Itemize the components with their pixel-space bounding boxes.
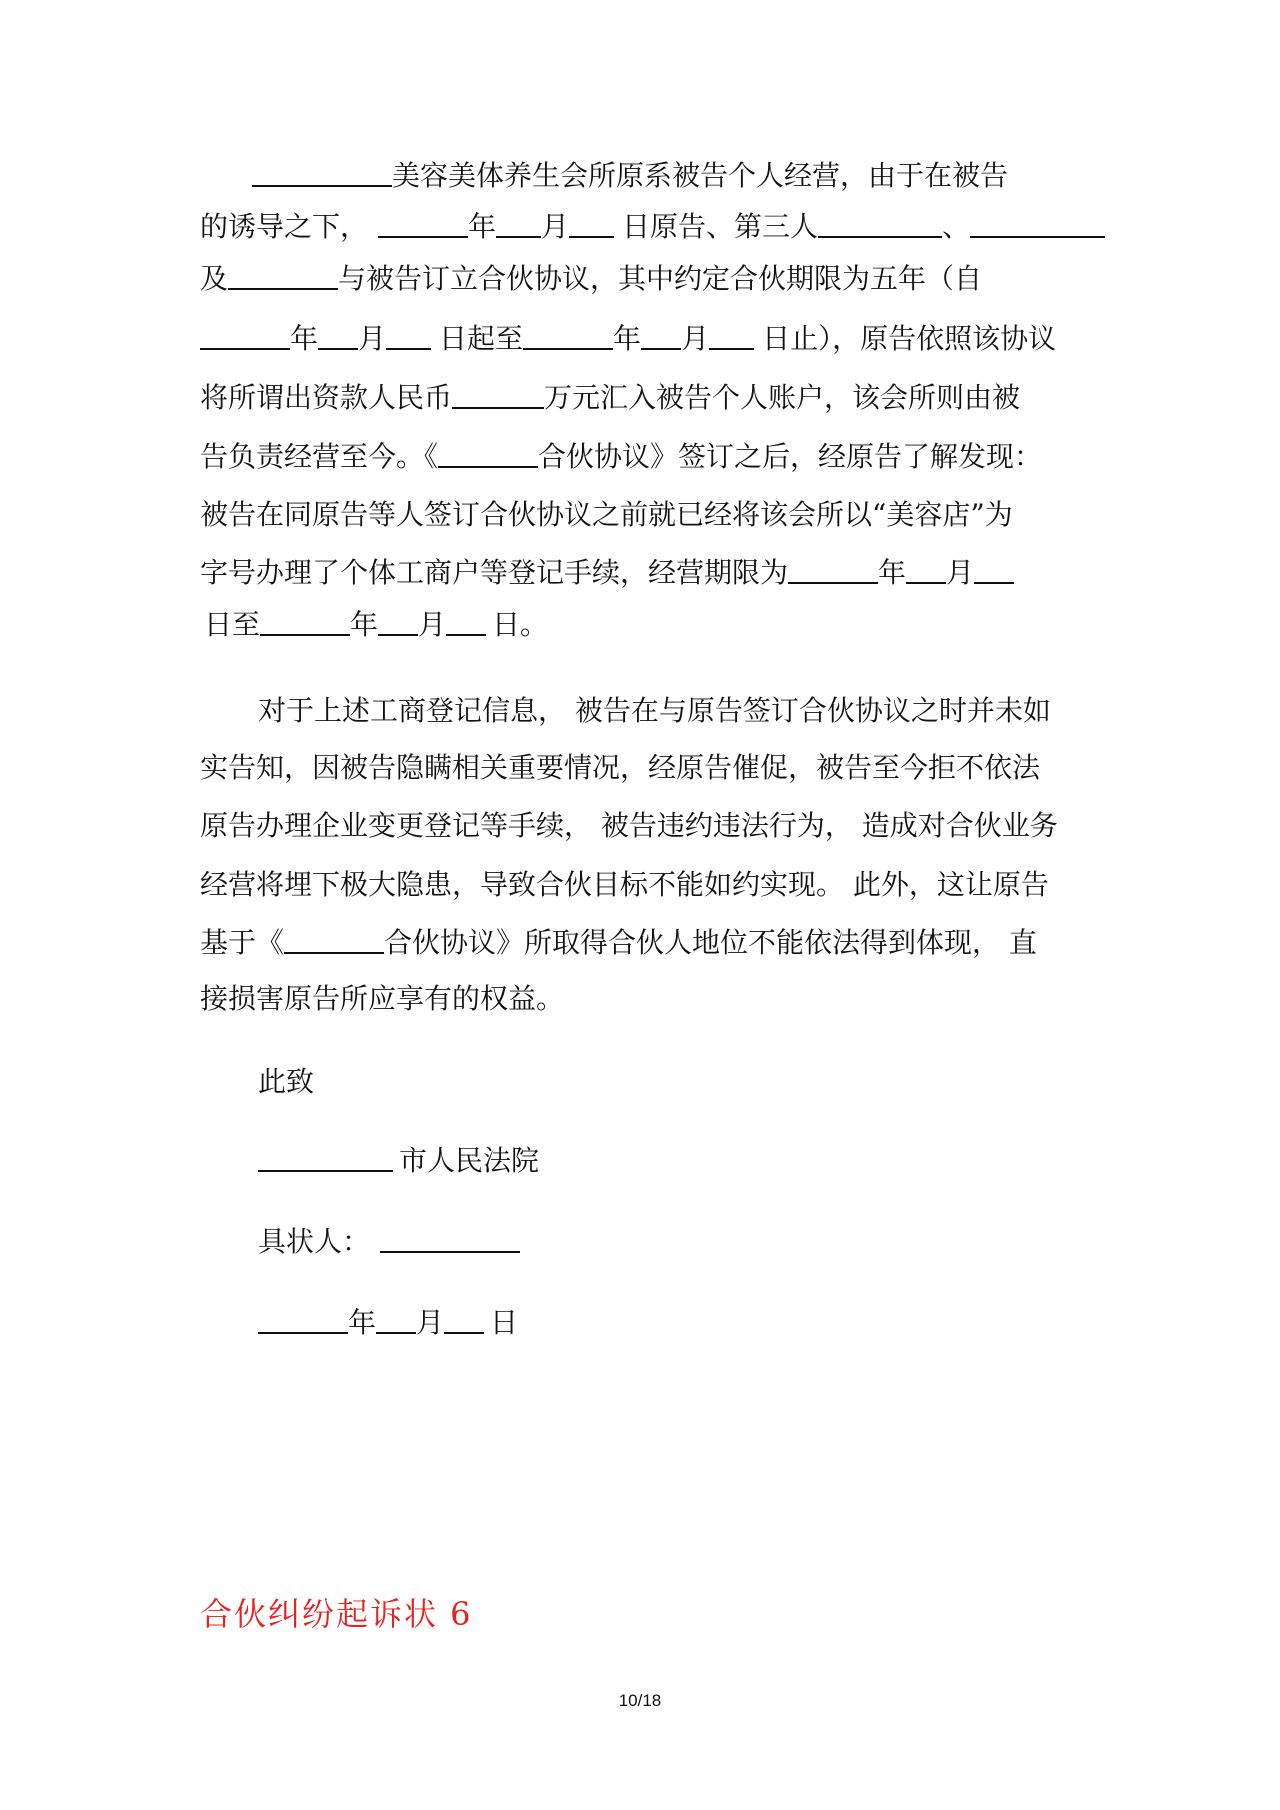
term-end-year-blank [260,604,350,636]
amount-blank [452,377,544,409]
term-start-year-blank [788,552,878,584]
signature-year-blank [258,1302,348,1334]
signature-month-blank [376,1302,416,1334]
p2-line-5: 基于《 合伙协议》所取得合伙人地位不能依法得到体现， 直 [200,922,1037,962]
term-start-month-blank [906,552,946,584]
p1-line-2: 的诱导之下， 年 月 日原告、第三人 、 [200,206,1105,246]
term-end-month-blank [378,604,418,636]
month-blank [496,206,541,238]
p1-line-9: 日至 年 月 日。 [204,604,548,644]
third-party-blank-1 [818,206,942,238]
signer-name-blank [380,1221,520,1253]
start-day-blank [386,318,431,350]
p2-line-6: 接损害原告所应享有的权益。 [200,982,565,1015]
court-line: 市人民法院 [258,1140,539,1180]
court-city-blank [258,1140,393,1172]
date-line: 年 月 日 [258,1302,518,1342]
section-heading: 合伙纠纷起诉状 6 [200,1595,473,1633]
end-year-blank [523,318,613,350]
salutation: 此致 [258,1065,315,1098]
third-party-blank-3 [228,258,338,290]
p1-line-7: 被告在同原告等人签订合伙协议之前就已经将该会所以“美容店”为 [200,498,1013,531]
start-year-blank [200,318,290,350]
term-end-day-blank [446,604,486,636]
end-month-blank [641,318,681,350]
year-blank [378,206,468,238]
p2-line-2: 实告知，因被告隐瞒相关重要情况，经原告催促，被告至今拒不依法 [200,751,1041,784]
p2-line-4: 经营将埋下极大隐患，导致合伙目标不能如约实现。 此外，这让原告 [200,868,1049,901]
signer-line: 具状人： [258,1221,520,1261]
page-number: 10/18 [618,1691,662,1710]
p2-line-1: 对于上述工商登记信息， 被告在与原告签订合伙协议之时并未如 [258,694,1051,727]
start-month-blank [318,318,358,350]
day-blank [569,206,614,238]
signature-day-blank [444,1302,484,1334]
agreement-name-blank [438,436,538,468]
p2-line-3: 原告办理企业变更登记等手续， 被告违约违法行为， 造成对合伙业务 [200,809,1058,842]
agreement-name-blank-2 [284,922,384,954]
p1-line-4: 年 月 日起至 年 月 日止），原告依照该协议 [200,318,1056,358]
p1-line-6: 告负责经营至今。《 合伙协议》签订之后，经原告了解发现： [200,436,1042,476]
third-party-blank-2 [970,206,1105,238]
p1-line-8: 字号办理了个体工商户等登记手续，经营期限为 年 月 [200,552,1014,592]
venue-name-blank [252,155,392,187]
p1-line-1: 美容美体养生会所原系被告个人经营，由于在被告 [252,155,1008,195]
p1-line-3: 及 与被告订立合伙协议，其中约定合伙期限为五年（自 [200,258,982,298]
end-day-blank [709,318,754,350]
term-start-day-blank [974,552,1014,584]
p1-line-5: 将所谓出资款人民币 万元汇入被告个人账户，该会所则由被 [200,377,1020,417]
